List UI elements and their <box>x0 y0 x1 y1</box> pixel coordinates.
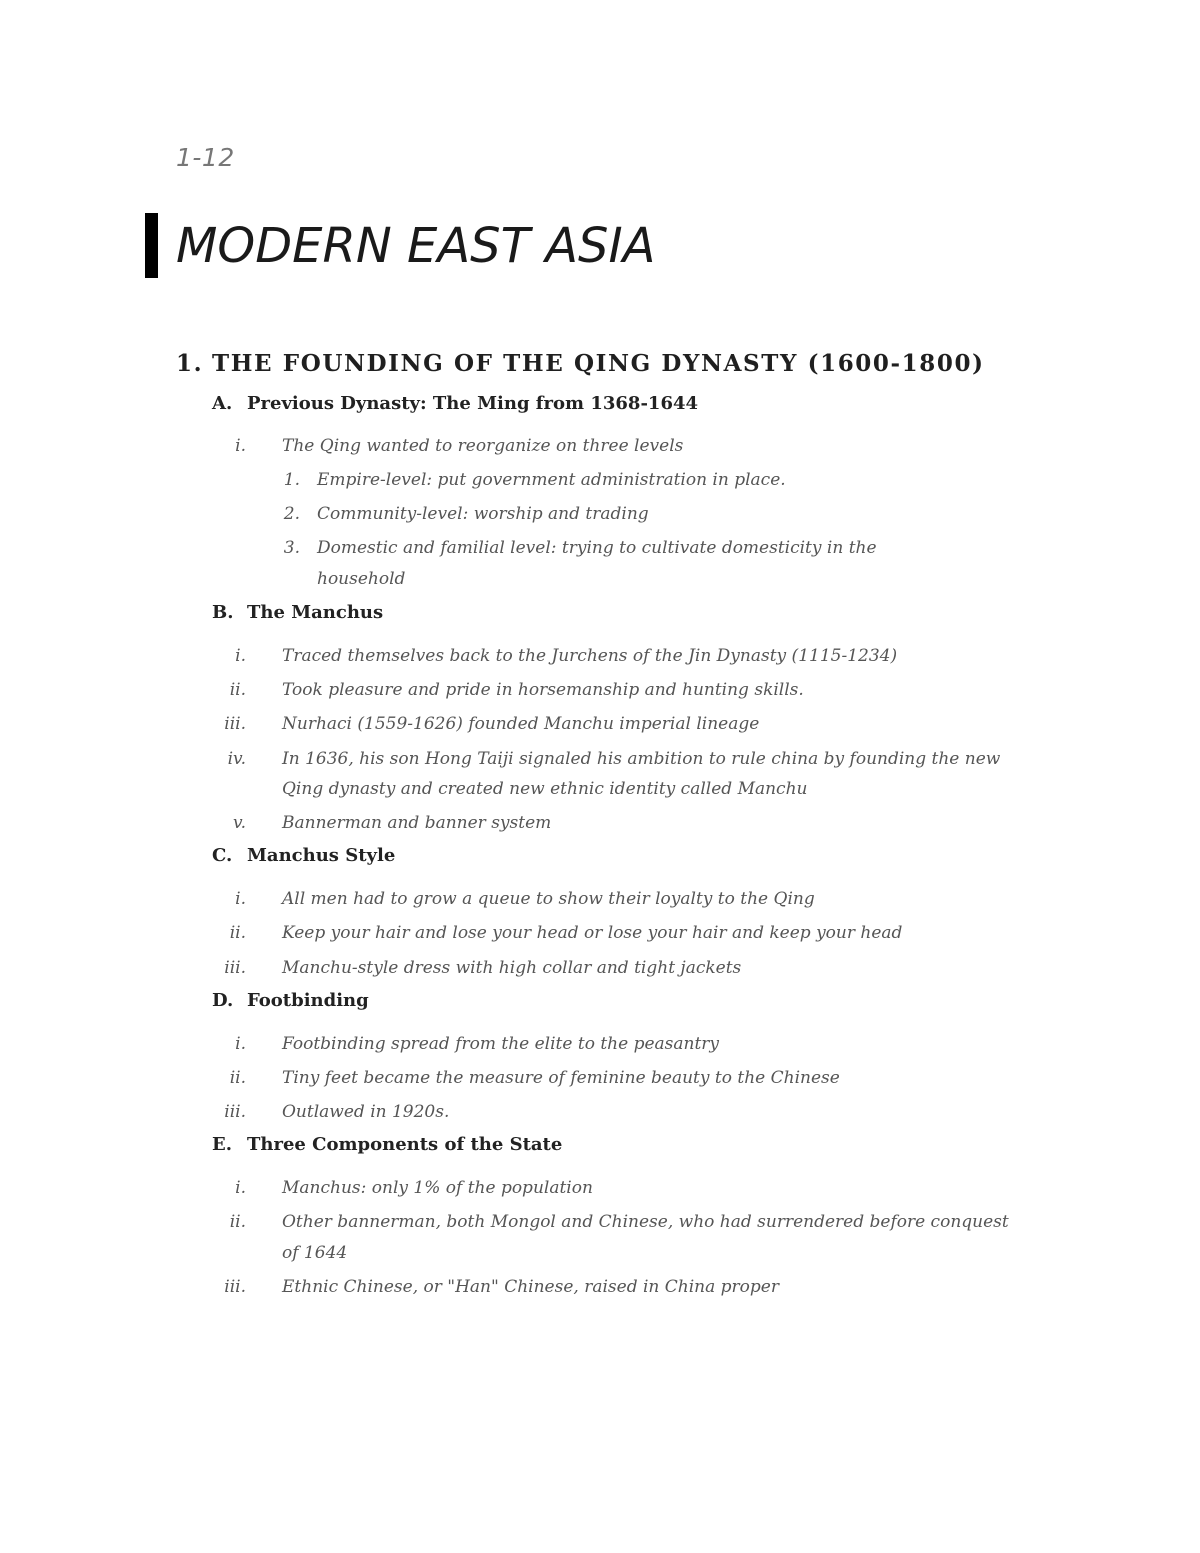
list-item: Empire-level: put government administration in place. <box>317 470 786 490</box>
list-marker: v. <box>233 813 246 833</box>
list-marker: 3. <box>283 538 300 558</box>
subheading-c <box>212 845 395 866</box>
title-accent-bar <box>145 213 158 278</box>
subheading-title: Footbinding <box>247 990 369 1011</box>
list-item: Traced themselves back to the Jurchens of the Jin Dynasty (1115-1234) <box>282 646 898 666</box>
list-marker: 2. <box>283 504 300 524</box>
list-item: Community-level: worship and trading <box>317 504 649 524</box>
list-item: Bannerman and banner system <box>282 813 552 833</box>
subheading-letter: E. <box>212 1134 232 1155</box>
subheading-d <box>212 990 369 1011</box>
list-item: Other bannerman, both Mongol and Chinese, who had surrendered before conquest <box>282 1212 1009 1232</box>
list-marker: iii. <box>224 958 246 978</box>
list-item: All men had to grow a queue to show their loyalty to the Qing <box>282 889 815 909</box>
list-item: Took pleasure and pride in horsemanship and hunting skills. <box>282 680 804 700</box>
list-item: Domestic and familial level: trying to cultivate domesticity in the <box>317 538 877 558</box>
subheading-title: Manchus Style <box>247 845 396 866</box>
list-item: Nurhaci (1559-1626) founded Manchu imperial lineage <box>282 714 760 734</box>
list-item-continuation: Qing dynasty and created new ethnic identity called Manchu <box>282 779 808 799</box>
list-marker: i. <box>235 436 246 456</box>
list-marker: iii. <box>224 1102 246 1122</box>
list-item: Tiny feet became the measure of feminine beauty to the Chinese <box>282 1068 840 1088</box>
list-marker: i. <box>235 1034 246 1054</box>
subheading-e <box>212 1134 562 1155</box>
list-item: Keep your hair and lose your head or lose your hair and keep your head <box>282 923 903 943</box>
subheading-b <box>212 602 383 623</box>
subheading-title: The Manchus <box>247 602 384 623</box>
list-item: Manchus: only 1% of the population <box>282 1178 593 1198</box>
list-item: Ethnic Chinese, or "Han" Chinese, raised in China proper <box>282 1277 779 1297</box>
date-label: 1-12 <box>176 143 235 172</box>
list-item: In 1636, his son Hong Taiji signaled his ambition to rule china by founding the new <box>282 749 1001 769</box>
subheading-letter: C. <box>212 845 233 866</box>
list-marker: i. <box>235 1178 246 1198</box>
list-marker: ii. <box>229 1212 246 1232</box>
section-number: 1. <box>176 350 204 377</box>
list-marker: ii. <box>229 680 246 700</box>
list-marker: iii. <box>224 1277 246 1297</box>
list-item-continuation: household <box>317 569 406 589</box>
list-marker: i. <box>235 889 246 909</box>
list-item-continuation: of 1644 <box>282 1243 348 1263</box>
subheading-letter: A. <box>212 393 233 414</box>
subheading-letter: B. <box>212 602 234 623</box>
section-heading <box>176 350 985 377</box>
list-item: Footbinding spread from the elite to the peasantry <box>282 1034 720 1054</box>
subheading-letter: D. <box>212 990 234 1011</box>
list-marker: ii. <box>229 923 246 943</box>
subheading-title: Three Components of the State <box>247 1134 563 1155</box>
subheading-title: Previous Dynasty: The Ming from 1368-1644 <box>247 393 699 414</box>
list-item: Outlawed in 1920s. <box>282 1102 450 1122</box>
page-title: MODERN EAST ASIA <box>176 218 656 274</box>
list-marker: iii. <box>224 714 246 734</box>
list-item: Manchu-style dress with high collar and tight jackets <box>282 958 742 978</box>
list-marker: ii. <box>229 1068 246 1088</box>
subheading-a <box>212 393 698 414</box>
list-marker: iv. <box>227 749 246 769</box>
list-marker: i. <box>235 646 246 666</box>
section-title: THE FOUNDING OF THE QING DYNASTY (1600-1800) <box>212 350 985 377</box>
list-item: The Qing wanted to reorganize on three levels <box>282 436 684 456</box>
list-marker: 1. <box>283 470 300 490</box>
